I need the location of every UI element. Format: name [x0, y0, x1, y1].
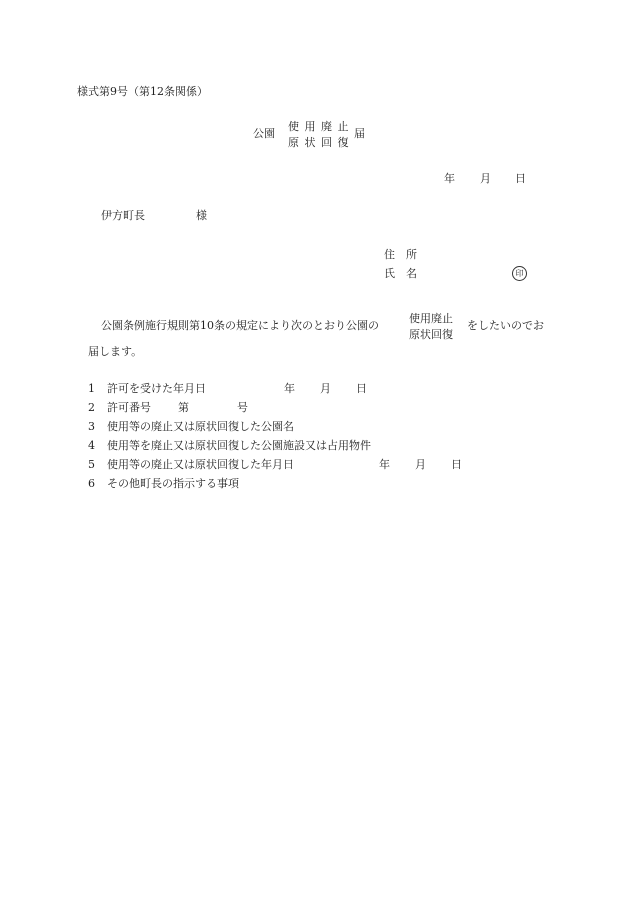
- item-number: 1: [88, 382, 95, 395]
- date-month-label: 月: [480, 172, 491, 185]
- seal-icon: 印: [512, 266, 527, 281]
- body-option-top: 使用廃止: [409, 312, 453, 325]
- item-number: 5: [88, 458, 95, 471]
- item-number: 6: [88, 477, 95, 490]
- date-year-label: 年: [444, 172, 455, 185]
- applicant-address-label: 住 所: [384, 248, 417, 261]
- seal-mark: [512, 266, 527, 281]
- item-permit-prefix: 第: [178, 401, 189, 414]
- item-day-label: 日: [451, 458, 462, 471]
- body-lead: 公園条例施行規則第10条の規定により次のとおり公園の: [101, 319, 379, 332]
- item-number: 4: [88, 439, 95, 452]
- body-line2: 届します。: [88, 345, 143, 358]
- title-suffix: 届: [354, 127, 365, 140]
- item-text: 使用等の廃止又は原状回復した公園名: [107, 420, 294, 433]
- item-month-label: 月: [320, 382, 331, 395]
- item-text: その他町長の指示する事項: [107, 477, 239, 490]
- item-day-label: 日: [356, 382, 367, 395]
- item-text: 使用等を廃止又は原状回復した公園施設又は占用物件: [107, 439, 371, 452]
- applicant-name-label: 氏 名: [384, 267, 417, 280]
- addressee-honorific: 様: [196, 209, 207, 222]
- item-year-label: 年: [284, 382, 295, 395]
- date-day-label: 日: [515, 172, 526, 185]
- body-tail: をしたいのでお: [467, 319, 544, 332]
- item-number: 3: [88, 420, 95, 433]
- item-year-label: 年: [379, 458, 390, 471]
- item-permit-suffix: 号: [237, 401, 248, 414]
- item-text: 使用等の廃止又は原状回復した年月日: [107, 458, 294, 471]
- form-number: 様式第9号（第12条関係）: [77, 85, 208, 98]
- item-text: 許可を受けた年月日: [107, 382, 206, 395]
- title-option-bottom: 原 状 回 復: [288, 136, 350, 149]
- title-option-top: 使 用 廃 止: [288, 120, 350, 133]
- addressee-name: 伊方町長: [101, 209, 145, 222]
- item-month-label: 月: [415, 458, 426, 471]
- item-number: 2: [88, 401, 95, 414]
- body-option-bottom: 原状回復: [409, 328, 453, 341]
- title-prefix: 公園: [253, 127, 275, 140]
- item-text: 許可番号: [107, 401, 151, 414]
